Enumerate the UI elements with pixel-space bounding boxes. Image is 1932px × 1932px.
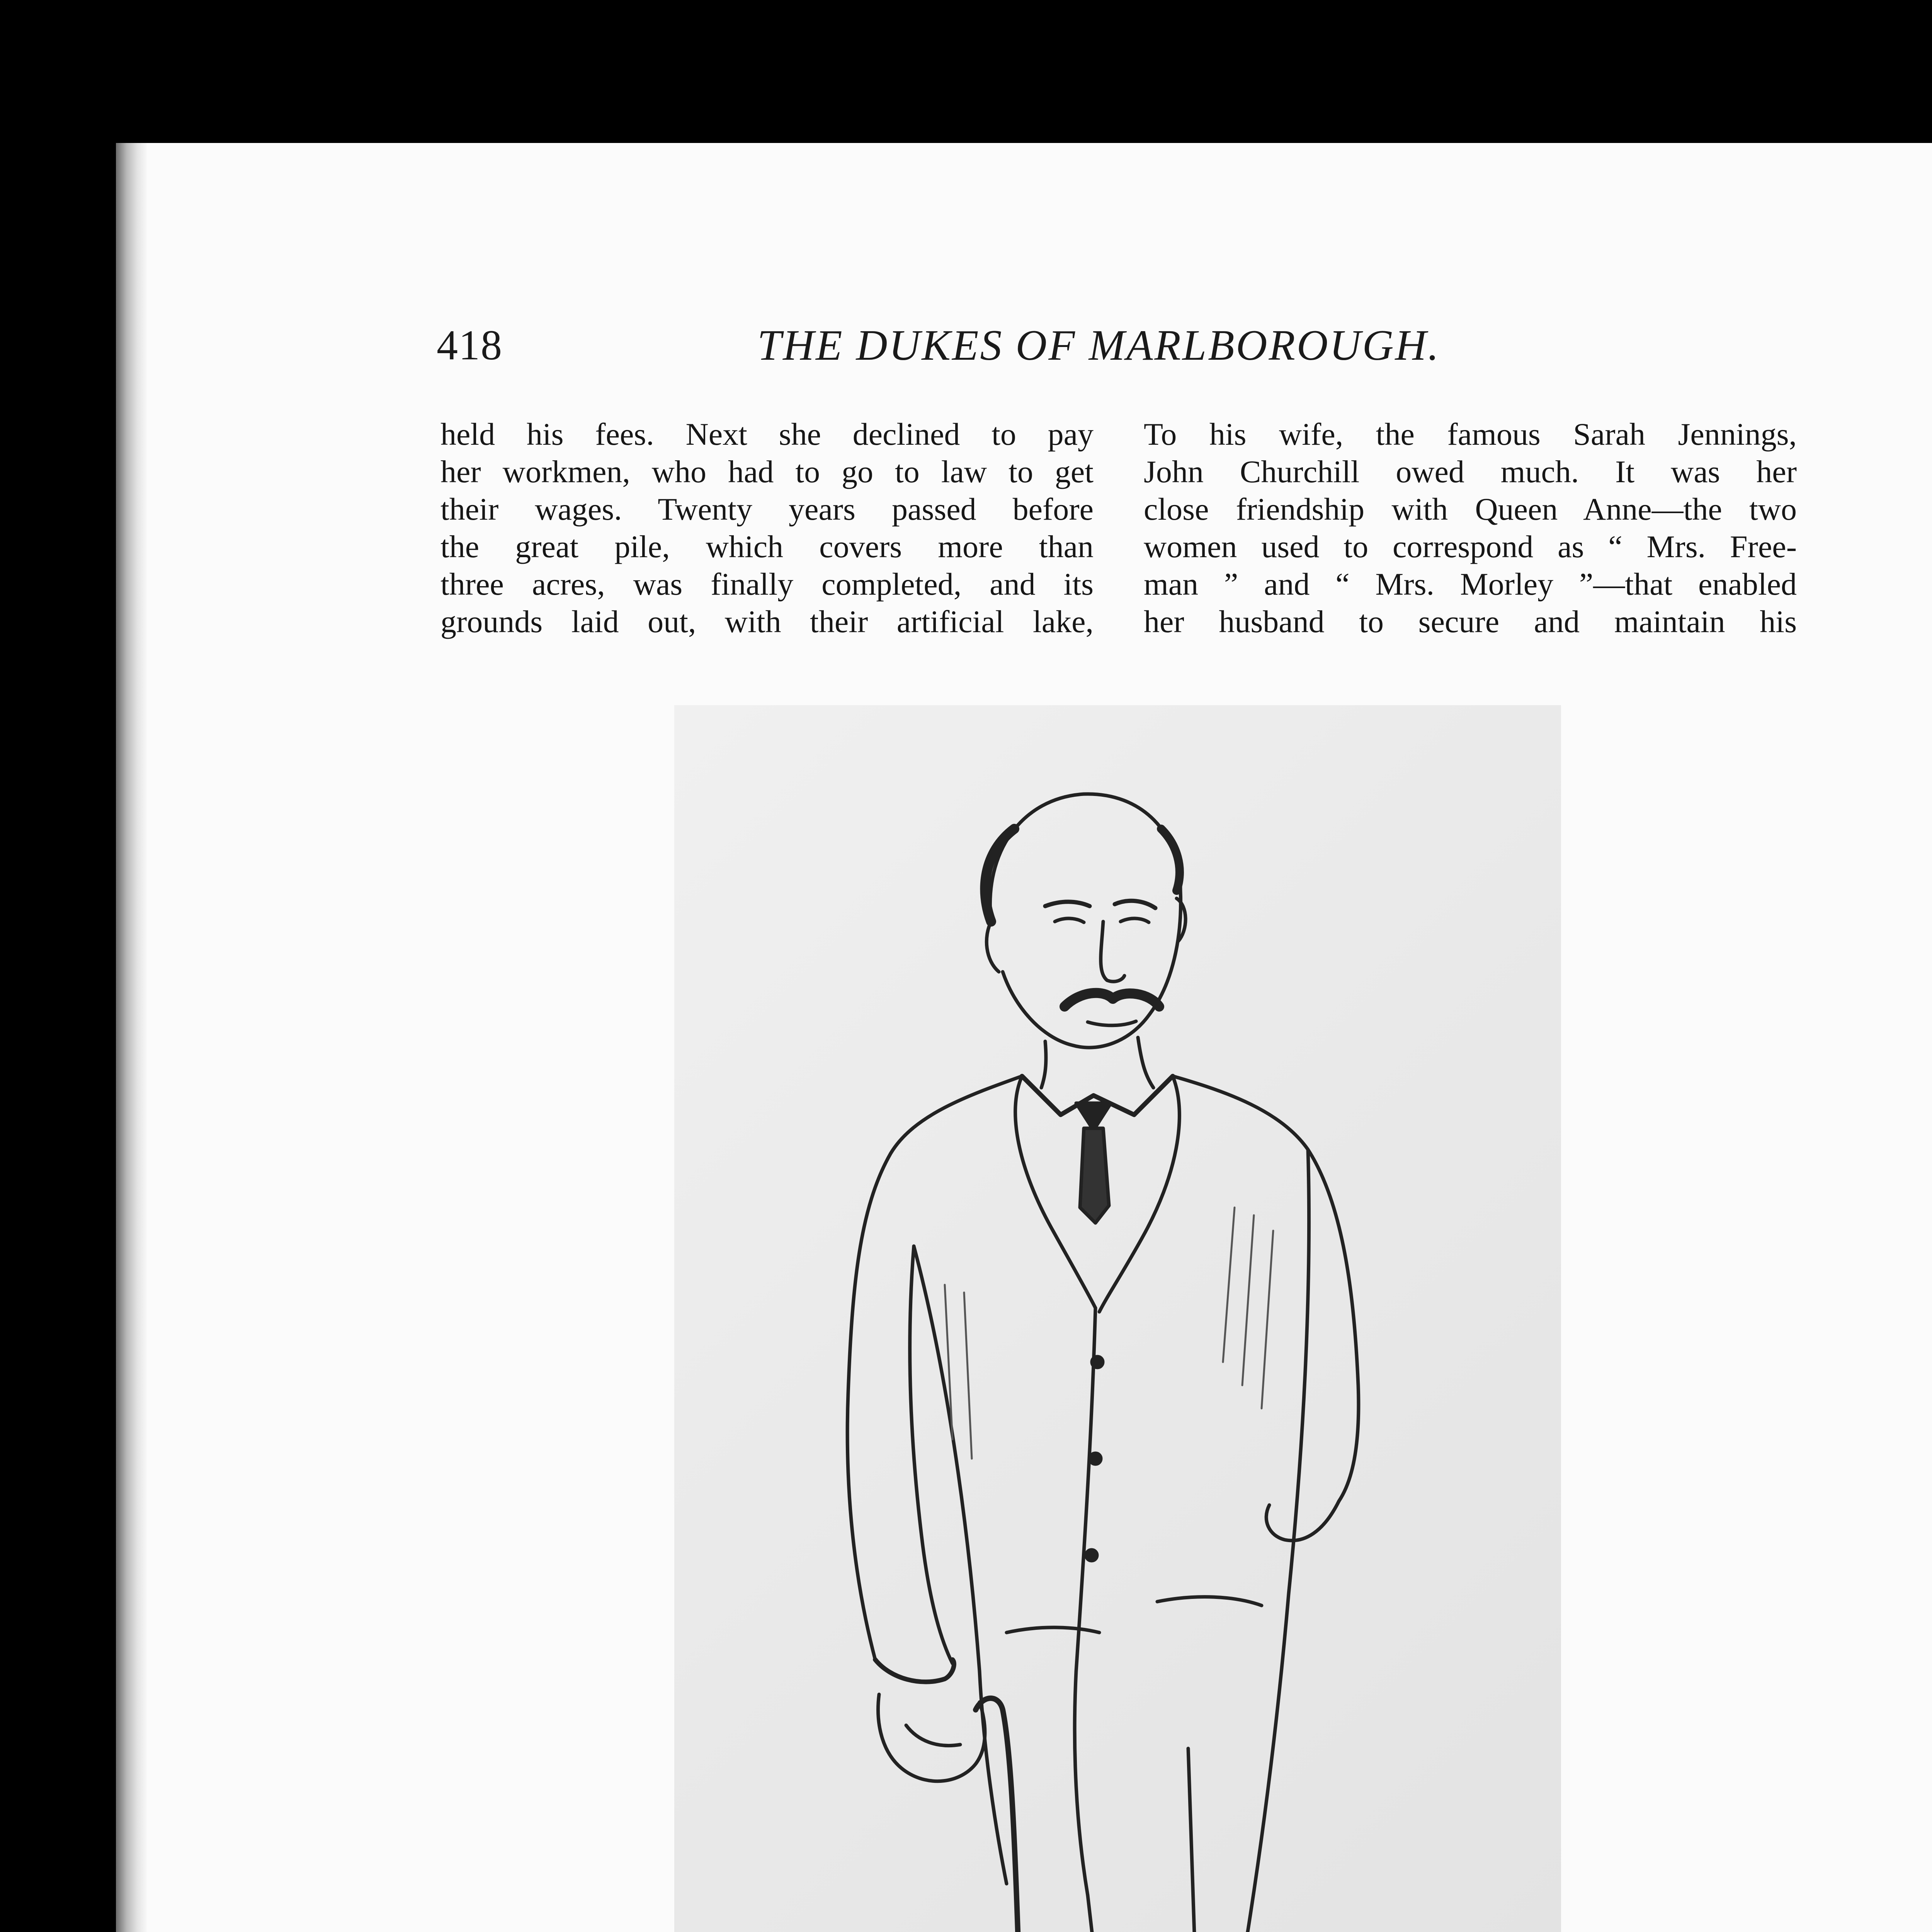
text-line: her workmen, who had to go to law to get xyxy=(440,454,1094,489)
portrait-illustration xyxy=(674,705,1561,1932)
text-line: three acres, was finally completed, and its xyxy=(440,566,1094,602)
binding-shadow xyxy=(116,143,147,1932)
column-top-right xyxy=(1144,415,1797,640)
text-line: the great pile, which covers more than xyxy=(440,529,1094,564)
page-number: 418 xyxy=(437,321,503,369)
text-line: man ” and “ Mrs. Morley ”—that enabled xyxy=(1144,566,1797,602)
running-title: THE DUKES OF MARLBOROUGH. xyxy=(757,321,1440,369)
column-top-left xyxy=(440,415,1094,640)
portrait-drawing xyxy=(674,705,1561,1932)
text-line: To his wife, the famous Sarah Jennings, xyxy=(1144,417,1797,452)
text-line: women used to correspond as “ Mrs. Free- xyxy=(1144,529,1797,564)
text-line: her husband to secure and maintain his xyxy=(1144,604,1797,639)
text-line: their wages. Twenty years passed before xyxy=(440,492,1094,527)
text-line: John Churchill owed much. It was her xyxy=(1144,454,1797,489)
text-line: grounds laid out, with their artificial lake, xyxy=(440,604,1094,639)
text-line: close friendship with Queen Anne—the two xyxy=(1144,492,1797,527)
text-line: held his fees. Next she declined to pay xyxy=(440,417,1094,452)
